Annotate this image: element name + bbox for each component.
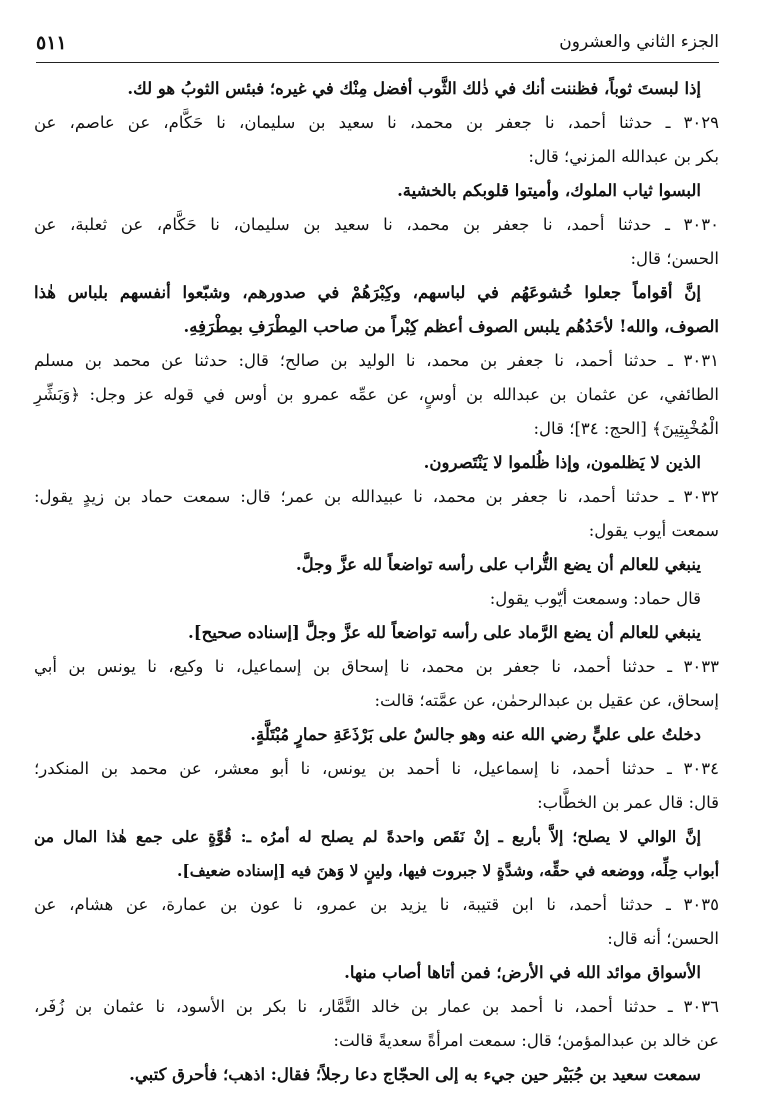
hadith-line: ٣٠٣٥ ـ حدثنا أحمد، نا ابن قتيبة، نا يزيد بن عمرو، نا عون بن عمارة، عن هشام، عن <box>34 895 719 914</box>
quote-line: إذا لبستَ ثوباً، فظننت أنك في ذٰلك الثَّوب أفضل مِنْك في غيره؛ فبئس الثوبُ هو لك. <box>127 79 701 98</box>
hadith-line: ٣٠٢٩ ـ حدثنا أحمد، نا جعفر بن محمد، نا سعيد بن سليمان، نا حَكَّام، عن عاصم، عن <box>34 113 719 132</box>
hadith-line: قال حماد: وسمعت أيّوب يقول: <box>489 589 701 608</box>
quote-line: ينبغي للعالم أن يضع الرَّماد على رأسه تواضعاً لله عزَّ وجلَّ [إسناده صحيح]. <box>188 623 701 642</box>
quote-line: سمعت سعيد بن جُبَيْر حين جيء به إلى الحجّاج دعا رجلاً؛ فقال: اذهب؛ فأحرق كتبي. <box>129 1065 701 1084</box>
page-header <box>36 32 719 62</box>
part-title: الجزء الثاني والعشرون <box>559 32 719 52</box>
hadith-line: سمعت أيوب يقول: <box>588 521 719 540</box>
page-number: ٥١١ <box>36 32 67 54</box>
hadith-line: قال: قال عمر بن الخطَّاب: <box>537 793 719 812</box>
quote-line: إنَّ الوالي لا يصلح؛ إلاَّ بأربع ـ إنْ نَقَص واحدةً لم يصلح له أمرُه ـ: قُوَّةٍ على جمع هٰذا المال من <box>34 827 701 846</box>
hadith-line: ٣٠٣٦ ـ حدثنا أحمد، نا أحمد بن عمار بن خالد التَّمَّار، نا بكر بن الأسود، نا عثمان بن زُفَر، <box>34 997 719 1016</box>
hadith-line: ٣٠٣٣ ـ حدثنا أحمد، نا جعفر بن محمد، نا إسحاق بن إسماعيل، نا وكيع، نا يونس بن أبي <box>34 657 719 676</box>
hadith-line: ٣٠٣٢ ـ حدثنا أحمد، نا جعفر بن محمد، نا عبيدالله بن عمر؛ قال: سمعت حماد بن زيدٍ يقول: <box>34 487 719 506</box>
hadith-line: الطائفي، عن عثمان بن عبدالله بن أوسٍ، عن عمِّه عمرو بن أوس في قوله عز وجل: ﴿وَبَشِّرِ <box>34 385 719 404</box>
hadith-line: ٣٠٣١ ـ حدثنا أحمد، نا جعفر بن محمد، نا الوليد بن صالح؛ قال: حدثنا عن محمد بن مسلم <box>34 351 719 370</box>
hadith-line: الحسن؛ أنه قال: <box>607 929 719 948</box>
quote-line: إنَّ أقواماً جعلوا خُشوعَهُم في لباسهم، وكِبْرَهُمْ في صدورهم، وشبّعوا أنفسهم بلباس هٰذا <box>34 283 701 302</box>
hadith-line: الْمُخْبِتِينَ﴾ [الحج: ٣٤]؛ قال: <box>533 419 719 438</box>
hadith-line: بكر بن عبدالله المزني؛ قال: <box>528 147 719 166</box>
hadith-line: عن خالد بن عبدالمؤمن؛ قال: سمعت امرأةً سعديةً قالت: <box>333 1031 719 1050</box>
hadith-line: الحسن؛ قال: <box>630 249 719 268</box>
quote-line: البسوا ثياب الملوك، وأميتوا قلوبكم بالخشية. <box>397 181 701 200</box>
hadith-line: ٣٠٣٠ ـ حدثنا أحمد، نا جعفر بن محمد، نا سعيد بن سليمان، نا حَكَّام، عن ثعلبة، عن <box>34 215 719 234</box>
hadith-line: إسحاق، عن عقيل بن عبدالرحمٰن، عن عمَّته؛ قالت: <box>374 691 719 710</box>
quote-line: الذين لا يَظلمون، وإذا ظُلموا لا يَنْتَصرون. <box>423 453 701 472</box>
header-rule <box>36 62 719 63</box>
hadith-line: ٣٠٣٤ ـ حدثنا أحمد، نا إسماعيل، نا أحمد بن يونس، نا أبو معشر، عن محمد بن المنكدر؛ <box>34 759 719 778</box>
quote-line: دخلتُ على عليٍّ رضي الله عنه وهو جالسٌ على بَرْذَعَةِ حمارٍ مُبْتَلَّةٍ. <box>250 725 701 744</box>
quote-line: أبواب حِلِّه، ووضعه في حقِّه، وشدَّةٍ لا جبروت فيها، ولينٍ لا وَهنَ فيه [إسناده ضعيف]. <box>176 861 719 880</box>
quote-line: الأسواق موائد الله في الأرض؛ فمن أتاها أصاب منها. <box>344 963 701 982</box>
quote-line: ينبغي للعالم أن يضع التُّراب على رأسه تواضعاً لله عزَّ وجلَّ. <box>295 555 701 574</box>
quote-line: الصوف، والله! لأحَدُهُم يلبس الصوف أعظم كِبْراً من صاحب المِطْرَفِ بمِطْرَفِهِ. <box>183 317 719 336</box>
